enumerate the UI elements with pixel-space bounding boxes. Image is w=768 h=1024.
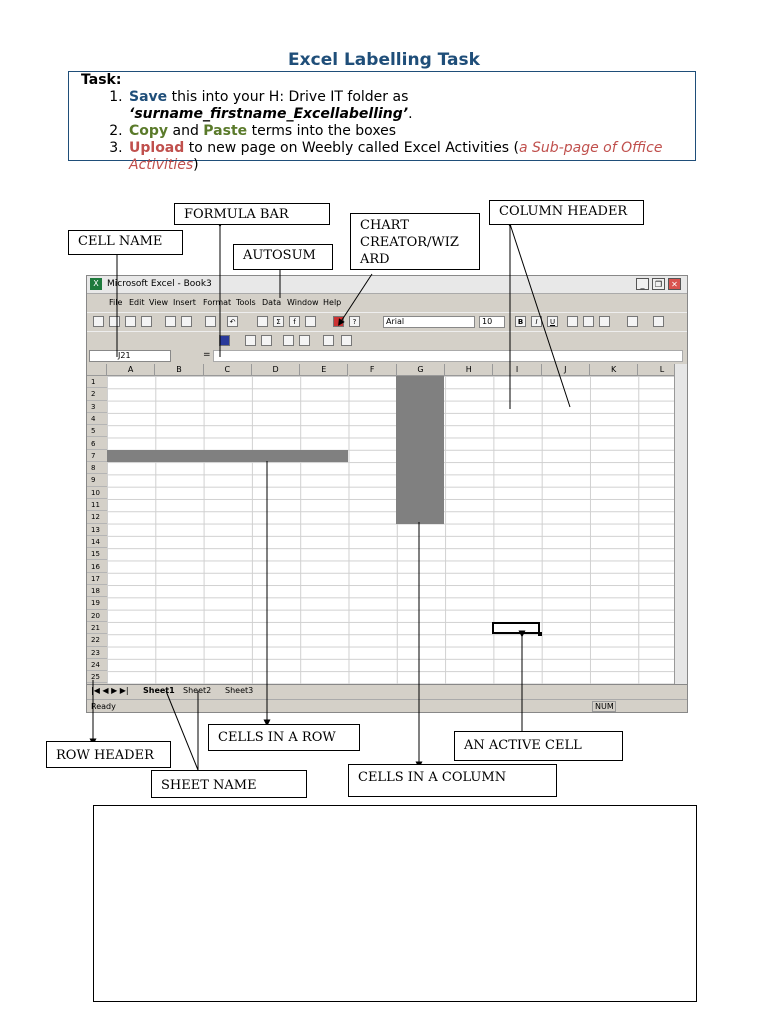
- label-column-header: COLUMN HEADER: [489, 200, 644, 225]
- by-row-icon[interactable]: [283, 335, 294, 346]
- formula-equals-icon: =: [203, 350, 211, 360]
- italic-icon[interactable]: I: [531, 316, 542, 327]
- task-list: [105, 89, 687, 174]
- task-box: [68, 71, 696, 173]
- tab-sheet1[interactable]: Sheet1: [143, 686, 175, 695]
- task-link-text: a Sub-page of Office Activities: [129, 140, 663, 173]
- angle-text-icon[interactable]: [323, 335, 334, 346]
- print-preview-icon[interactable]: [165, 316, 176, 327]
- task-text: this into your H: Drive IT folder as: [167, 89, 409, 105]
- task-end: ): [193, 157, 199, 173]
- column-header-d[interactable]: D: [252, 364, 300, 376]
- row-header-10[interactable]: 10: [87, 487, 107, 499]
- hyperlink-icon[interactable]: [257, 316, 268, 327]
- row-header-22[interactable]: 22: [87, 634, 107, 646]
- chart-type-icon[interactable]: [219, 335, 230, 346]
- save-icon[interactable]: [125, 316, 136, 327]
- align-left-icon[interactable]: [567, 316, 578, 327]
- row-header-1[interactable]: 1: [87, 376, 107, 388]
- task-text: to new page on Weebly called Excel Activities (: [184, 140, 520, 156]
- answer-box[interactable]: [93, 805, 697, 1002]
- excel-window-title: Microsoft Excel - Book3: [107, 279, 212, 289]
- select-all-corner[interactable]: [87, 364, 107, 376]
- task-verb-paste: Paste: [203, 123, 248, 139]
- restore-icon[interactable]: ❐: [652, 278, 665, 290]
- column-header-c[interactable]: C: [204, 364, 252, 376]
- row-header-11[interactable]: 11: [87, 499, 107, 511]
- angle-text-up-icon[interactable]: [341, 335, 352, 346]
- row-header-19[interactable]: 19: [87, 597, 107, 609]
- row-header-17[interactable]: 17: [87, 573, 107, 585]
- column-header-l[interactable]: L: [638, 364, 686, 376]
- task-text: terms into the boxes: [247, 123, 397, 139]
- label-cells-in-a-column: CELLS IN A COLUMN: [348, 764, 557, 797]
- name-box[interactable]: J21: [89, 350, 171, 362]
- row-header-23[interactable]: 23: [87, 647, 107, 659]
- menu-format[interactable]: Format: [203, 298, 232, 307]
- task-item-save: [127, 89, 687, 123]
- align-center-icon[interactable]: [583, 316, 594, 327]
- row-header-25[interactable]: 25: [87, 671, 107, 683]
- menu-insert[interactable]: Insert: [173, 298, 196, 307]
- label-formula-bar: FORMULA BAR: [174, 203, 330, 225]
- row-header-16[interactable]: 16: [87, 561, 107, 573]
- task-heading: Task:: [81, 72, 122, 88]
- data-table-icon[interactable]: [261, 335, 272, 346]
- menu-edit[interactable]: Edit: [129, 298, 145, 307]
- status-num: NUM: [595, 702, 614, 711]
- formula-bar-input[interactable]: [213, 350, 683, 362]
- row-header-5[interactable]: 5: [87, 425, 107, 437]
- cell-grid[interactable]: [107, 376, 674, 684]
- page-title: Excel Labelling Task: [288, 50, 480, 70]
- minimize-icon[interactable]: _: [636, 278, 649, 290]
- excel-logo-icon: X: [90, 278, 102, 290]
- function-icon[interactable]: f: [289, 316, 300, 327]
- menu-data[interactable]: Data: [262, 298, 282, 307]
- underline-icon[interactable]: U: [547, 316, 558, 327]
- task-item-copy: [127, 123, 687, 140]
- sort-icon[interactable]: [305, 316, 316, 327]
- formatting-toolbar: [87, 331, 687, 350]
- row-header-14[interactable]: 14: [87, 536, 107, 548]
- legend-icon[interactable]: [245, 335, 256, 346]
- autosum-icon[interactable]: Σ: [273, 316, 284, 327]
- task-verb-upload: Upload: [129, 140, 185, 156]
- row-header-24[interactable]: 24: [87, 659, 107, 671]
- sheet-tabs-bar: [87, 684, 687, 699]
- excel-title-bar: [87, 276, 687, 294]
- fill-handle[interactable]: [538, 632, 542, 636]
- fill-color-icon[interactable]: [653, 316, 664, 327]
- status-ready: Ready: [91, 702, 116, 711]
- label-an-active-cell: AN ACTIVE CELL: [454, 731, 623, 761]
- column-header-e[interactable]: E: [300, 364, 348, 376]
- by-column-icon[interactable]: [299, 335, 310, 346]
- label-autosum: AUTOSUM: [233, 244, 333, 270]
- row-header-20[interactable]: 20: [87, 610, 107, 622]
- tab-sheet3[interactable]: Sheet3: [225, 686, 254, 695]
- close-icon[interactable]: ✕: [668, 278, 681, 290]
- menu-window[interactable]: Window: [287, 298, 319, 307]
- task-filename: ‘surname_firstname_Excellabelling’: [129, 106, 409, 122]
- open-icon[interactable]: [109, 316, 120, 327]
- row-header-8[interactable]: 8: [87, 462, 107, 474]
- menu-help[interactable]: Help: [323, 298, 342, 307]
- undo-icon[interactable]: ↶: [227, 316, 238, 327]
- spelling-icon[interactable]: [181, 316, 192, 327]
- tab-sheet2[interactable]: Sheet2: [183, 686, 212, 695]
- row-header-7[interactable]: 7: [87, 450, 107, 462]
- status-bar: [87, 699, 687, 713]
- print-icon[interactable]: [141, 316, 152, 327]
- active-cell[interactable]: [492, 622, 540, 634]
- column-header-j[interactable]: J: [542, 364, 590, 376]
- column-header-i[interactable]: I: [493, 364, 541, 376]
- new-icon[interactable]: [93, 316, 104, 327]
- label-cells-in-a-row: CELLS IN A ROW: [208, 724, 360, 751]
- label-row-header: ROW HEADER: [46, 741, 171, 768]
- task-verb-copy: Copy: [129, 123, 169, 139]
- label-chart-creator: CHART CREATOR/WIZ ARD: [350, 213, 480, 270]
- paste-icon[interactable]: [205, 316, 216, 327]
- menu-view[interactable]: View: [149, 298, 168, 307]
- selected-column-cells[interactable]: [396, 376, 444, 524]
- column-header-f[interactable]: F: [349, 364, 397, 376]
- vertical-scrollbar[interactable]: [674, 364, 688, 684]
- task-end: .: [408, 106, 413, 122]
- excel-screenshot: [86, 275, 688, 713]
- selected-row-cells[interactable]: [107, 450, 348, 462]
- row-header-2[interactable]: 2: [87, 388, 107, 400]
- column-header-a[interactable]: A: [107, 364, 155, 376]
- task-text: and: [168, 123, 204, 139]
- label-sheet-name: SHEET NAME: [151, 770, 307, 798]
- column-header-b[interactable]: B: [155, 364, 203, 376]
- menu-bar: [87, 294, 687, 311]
- row-header-6[interactable]: 6: [87, 438, 107, 450]
- row-header-9[interactable]: 9: [87, 474, 107, 486]
- row-header-15[interactable]: 15: [87, 548, 107, 560]
- task-item-upload: [127, 140, 687, 174]
- menu-file[interactable]: File: [109, 298, 123, 307]
- row-header-21[interactable]: 21: [87, 622, 107, 634]
- chart-wizard-icon[interactable]: [333, 316, 344, 327]
- task-verb-save: Save: [129, 89, 168, 105]
- label-cell-name: CELL NAME: [68, 230, 183, 255]
- font-size-select[interactable]: 10: [479, 316, 505, 328]
- standard-toolbar: [87, 312, 687, 331]
- align-right-icon[interactable]: [599, 316, 610, 327]
- row-header-13[interactable]: 13: [87, 524, 107, 536]
- row-header-3[interactable]: 3: [87, 401, 107, 413]
- column-header-g[interactable]: G: [397, 364, 445, 376]
- column-header-k[interactable]: K: [590, 364, 638, 376]
- tab-scroll-arrows-icon[interactable]: |◀ ◀ ▶ ▶|: [91, 686, 129, 695]
- menu-tools[interactable]: Tools: [236, 298, 256, 307]
- bold-icon[interactable]: B: [515, 316, 526, 327]
- row-header-4[interactable]: 4: [87, 413, 107, 425]
- row-header-12[interactable]: 12: [87, 511, 107, 523]
- row-header-18[interactable]: 18: [87, 585, 107, 597]
- column-header-h[interactable]: H: [445, 364, 493, 376]
- borders-icon[interactable]: [627, 316, 638, 327]
- font-name-select[interactable]: Arial: [383, 316, 475, 328]
- help-icon[interactable]: ?: [349, 316, 360, 327]
